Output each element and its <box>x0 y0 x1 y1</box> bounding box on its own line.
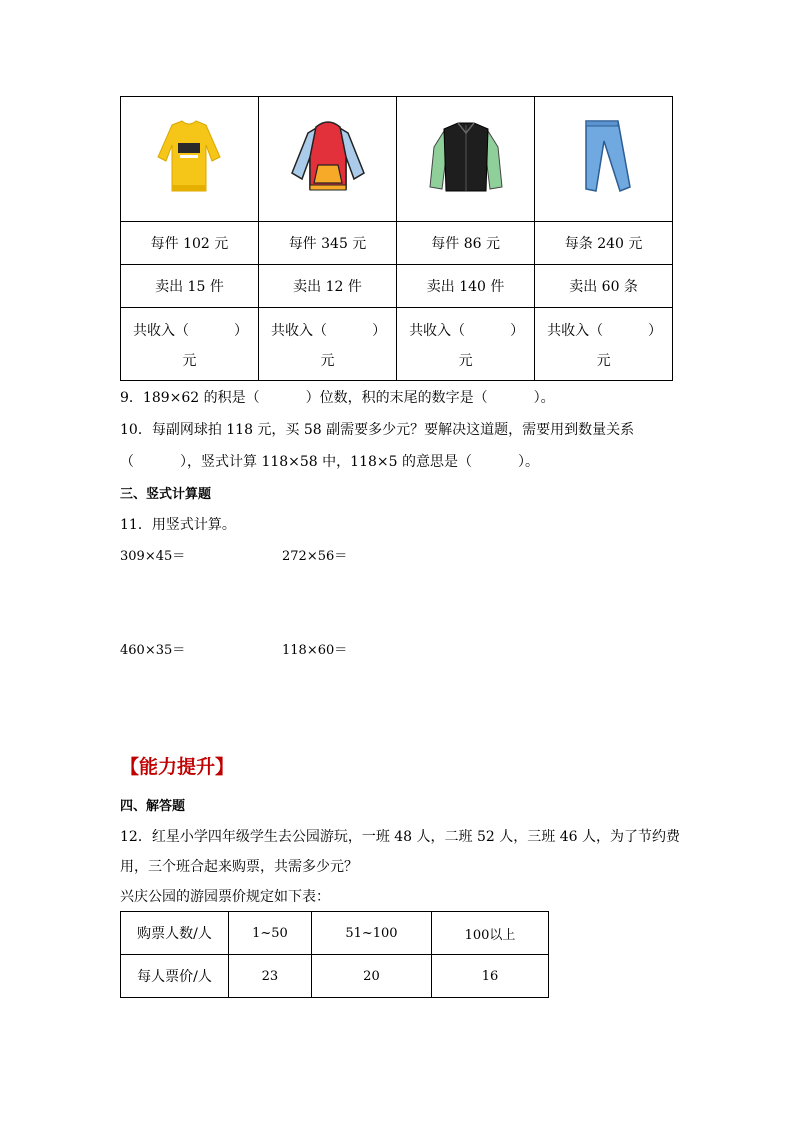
price-cell: 每条 240 元 <box>535 222 673 265</box>
ability-title: 【能力提升】 <box>120 756 235 778</box>
income-cell[interactable] <box>535 308 673 381</box>
price-cell: 每件 86 元 <box>397 222 535 265</box>
table-cell: 1~50 <box>229 912 312 955</box>
calc-4: 118×60＝ <box>282 643 348 658</box>
question-11: 11．用竖式计算。 <box>120 517 236 533</box>
cell-jeans-image <box>535 97 673 222</box>
income-cell[interactable] <box>397 308 535 381</box>
table-cell: 16 <box>432 955 549 998</box>
yellow-sweatshirt-icon <box>154 117 224 197</box>
income-unit: 元 <box>458 353 473 369</box>
income-close: ） <box>233 323 248 339</box>
clothes-table <box>120 96 673 381</box>
section-3-title: 三、竖式计算题 <box>120 487 212 502</box>
price-cell: 每件 102 元 <box>121 222 259 265</box>
income-close: ） <box>372 323 387 339</box>
table-header-cell: 购票人数/人 <box>121 912 229 955</box>
blue-jeans-icon <box>574 117 634 197</box>
price-cell: 每件 345 元 <box>258 222 396 265</box>
question-12-line1: 12．红星小学四年级学生去公园游玩，一班 48 人，二班 52 人，三班 46 人，为了节约费 <box>120 829 680 845</box>
income-label: 共收入（ <box>133 323 189 339</box>
income-label: 共收入（ <box>547 323 604 339</box>
question-12-line2: 用，三个班合起来购票，共需多少元？ <box>120 859 358 875</box>
income-unit: 元 <box>596 353 611 369</box>
calc-1: 309×45＝ <box>120 549 186 564</box>
calc-2: 272×56＝ <box>282 549 348 564</box>
table-header-cell: 每人票价/人 <box>121 955 229 998</box>
sold-cell: 卖出 60 条 <box>535 265 673 308</box>
sold-cell: 卖出 140 件 <box>397 265 535 308</box>
income-close: ） <box>648 323 662 339</box>
income-unit: 元 <box>320 353 335 369</box>
red-hoodie-icon <box>288 117 368 197</box>
cell-jacket-image <box>397 97 535 222</box>
calc-3: 460×35＝ <box>120 643 186 658</box>
income-cell[interactable] <box>258 308 396 381</box>
income-unit: 元 <box>182 353 197 369</box>
income-close: ） <box>510 323 525 339</box>
sold-cell: 卖出 12 件 <box>258 265 396 308</box>
question-10-line1: 10．每副网球拍 118 元，买 58 副需要多少元？要解决这道题，需要用到数量关系 <box>120 422 635 438</box>
table-cell: 23 <box>229 955 312 998</box>
sold-cell: 卖出 15 件 <box>121 265 259 308</box>
table-cell: 100以上 <box>432 912 549 955</box>
income-cell[interactable] <box>121 308 259 381</box>
income-label: 共收入（ <box>270 323 327 339</box>
black-jacket-icon <box>426 117 506 197</box>
ticket-price-table <box>120 911 549 998</box>
question-12-line3: 兴庆公园的游园票价规定如下表： <box>120 889 330 905</box>
question-10-line2: （ ），竖式计算 118×58 中，118×5 的意思是（ ）。 <box>120 454 539 470</box>
question-9: 9．189×62 的积是（ ）位数，积的末尾的数字是（ ）。 <box>120 390 555 406</box>
cell-sweatshirt-image <box>121 97 259 222</box>
section-4-title: 四、解答题 <box>120 799 186 814</box>
income-label: 共收入（ <box>409 323 466 339</box>
table-cell: 20 <box>311 955 431 998</box>
cell-hoodie-image <box>258 97 396 222</box>
table-cell: 51~100 <box>311 912 431 955</box>
